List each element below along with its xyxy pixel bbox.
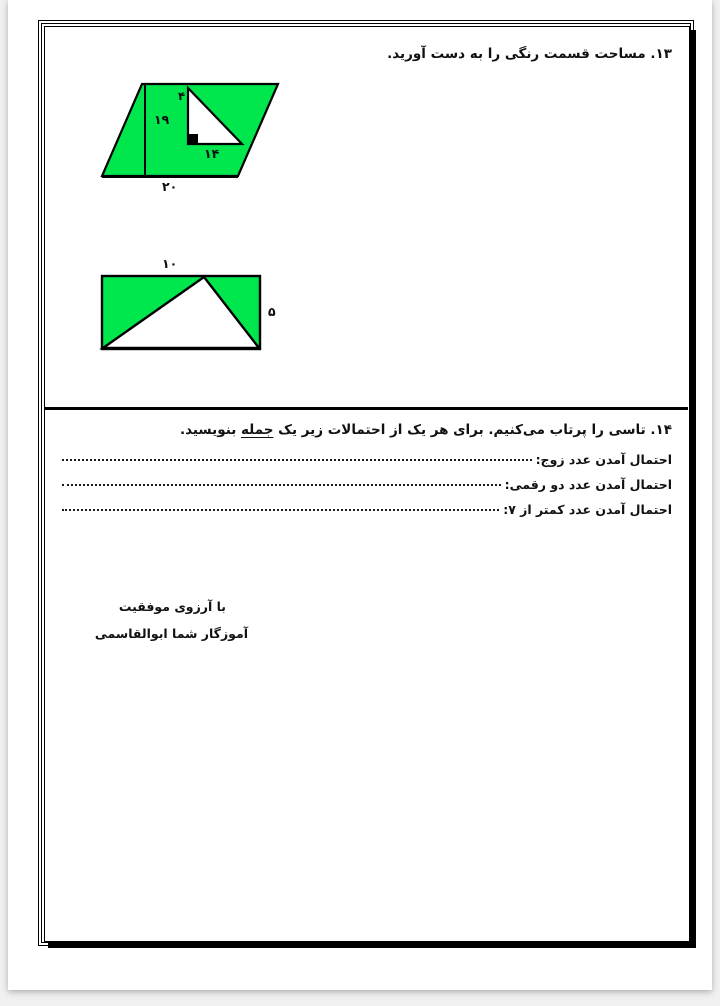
worksheet-page <box>8 0 712 990</box>
closing-line-teacher: آموزگار شما ابوالقاسمی <box>94 626 248 641</box>
figure-parallelogram <box>66 64 296 194</box>
answer-dots-less-than-seven[interactable] <box>62 509 499 511</box>
answer-dots-two-digit[interactable] <box>62 484 501 486</box>
answer-label-less-than-seven: احتمال آمدن عدد کمتر از ۷: <box>503 502 672 517</box>
right-angle-marker <box>188 134 198 144</box>
page-content <box>44 26 688 940</box>
label-rectangle-height: ۵ <box>268 304 276 319</box>
question-14-text-before: ۱۴. تاسی را پرتاب می‌کنیم. برای هر یک از احتمالات زیر یک <box>273 422 672 438</box>
question-13-heading: ۱۳. مساحت قسمت رنگی را به دست آورید. <box>387 46 672 62</box>
label-parallelogram-base: ۲۰ <box>162 179 178 194</box>
question-14-text-after: بنویسید. <box>180 422 241 438</box>
answer-line-less-than-seven[interactable] <box>62 502 672 517</box>
label-rectangle-width: ۱۰ <box>162 256 178 271</box>
closing-line-wish: با آرزوی موفقیت <box>118 599 226 614</box>
answer-label-two-digit: احتمال آمدن عدد دو رقمی: <box>504 477 672 492</box>
rectangle-svg <box>66 254 296 364</box>
figure-rectangle <box>66 254 296 364</box>
answer-dots-even-number[interactable] <box>62 459 532 461</box>
answer-line-even-number[interactable] <box>62 452 672 467</box>
question-14-heading <box>180 422 672 438</box>
label-triangle-height: ۴ <box>178 89 186 103</box>
parallelogram-svg <box>66 64 296 184</box>
answer-label-even-number: احتمال آمدن عدد زوج: <box>535 452 672 467</box>
label-triangle-base: ۱۴ <box>204 146 220 161</box>
section-divider <box>44 407 688 410</box>
answer-line-two-digit[interactable] <box>62 477 672 492</box>
question-14-text-underlined: جمله <box>241 422 274 438</box>
label-parallelogram-height: ۱۹ <box>154 112 170 127</box>
